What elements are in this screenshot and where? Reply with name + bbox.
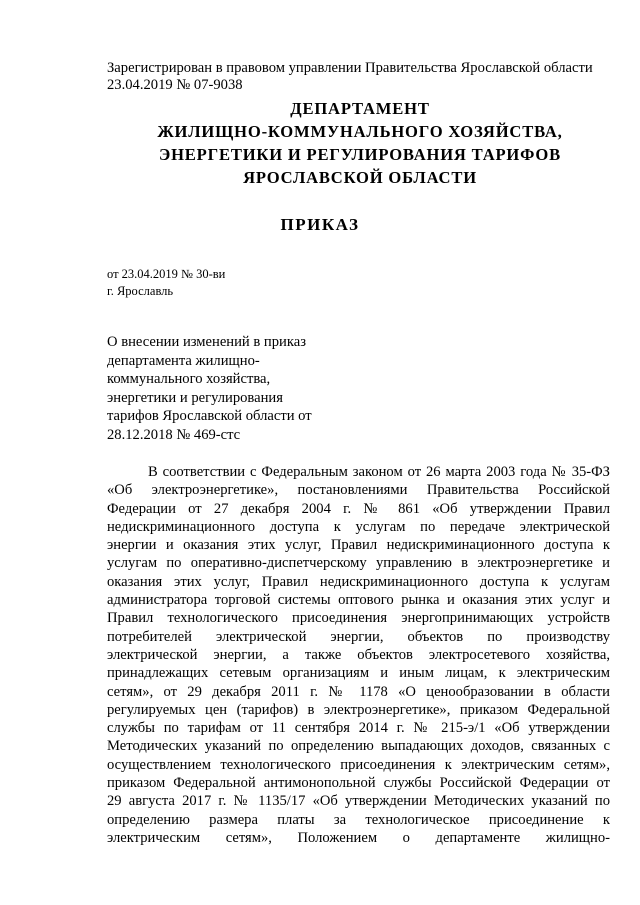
body-line: приказом Федеральной антимонопольной службы Российской Федерации от bbox=[107, 775, 610, 792]
body-line: В соответствии с Федеральным законом от 26 марта 2003 года № 35-ФЗ bbox=[148, 464, 610, 480]
body-line: Правил технологического присоединения энергопринимающих устройств bbox=[107, 610, 610, 627]
subject-line: коммунального хозяйства, bbox=[107, 371, 271, 387]
subject-line: энергетики и регулирования bbox=[107, 389, 283, 406]
body-line: Федерации от 27 декабря 2004 г. № 861 «Об утверждении Правил bbox=[107, 500, 610, 517]
body-line: сетям», от 29 декабря 2011 г. № 1178 «О ценообразовании в области bbox=[107, 683, 610, 700]
body-line: потребителей электрической энергии, объектов по производству bbox=[107, 628, 610, 645]
body-line: 29 августа 2017 г. № 1135/17 «Об утверждении Методических указаний по bbox=[107, 793, 610, 810]
department-line-2: ЖИЛИЩНО-КОММУНАЛЬНОГО ХОЗЯЙСТВА, bbox=[157, 122, 563, 141]
body-line: электрической энергии, а также объектов электросетевого хозяйства, bbox=[107, 646, 610, 663]
body-line: администратора торговой системы оптового рынка и оказания этих услуг и bbox=[107, 592, 610, 609]
body-line: электрическим сетям», Положением о департаменте жилищно- bbox=[107, 829, 610, 846]
body-line: службы по тарифам от 11 сентября 2014 г. № 215-э/1 «Об утверждении bbox=[107, 720, 610, 737]
department-line-4: ЯРОСЛАВСКОЙ ОБЛАСТИ bbox=[243, 168, 477, 187]
body-line: осуществлением технологического присоединения к электрическим сетям», bbox=[107, 756, 610, 773]
body-line: «Об электроэнергетике», постановлениями Правительства Российской bbox=[107, 482, 610, 499]
body-paragraph bbox=[107, 463, 610, 847]
registration-note bbox=[107, 60, 612, 94]
subject-line: О внесении изменений в приказ bbox=[107, 334, 306, 350]
body-line: недискриминационного доступа к услугам по передаче электрической bbox=[107, 518, 610, 535]
registration-line-2: 23.04.2019 № 07-9038 bbox=[107, 77, 243, 93]
body-line: определению размера платы за технологическое присоединение к bbox=[107, 811, 610, 828]
order-date-number: от 23.04.2019 № 30-ви bbox=[107, 267, 226, 281]
order-subject bbox=[107, 333, 357, 444]
body-line: оказания этих услуг, Правил недискриминационного доступа к услугам bbox=[107, 573, 610, 590]
body-line: регулируемых цен (тарифов) в электроэнергетике», приказом Федеральной bbox=[107, 701, 610, 718]
department-line-1: ДЕПАРТАМЕНТ bbox=[290, 99, 430, 118]
order-city: г. Ярославль bbox=[107, 284, 174, 298]
body-line: услугам по оперативно-диспетчерскому управлению в электроэнергетике и bbox=[107, 555, 610, 572]
order-title: ПРИКАЗ bbox=[280, 215, 360, 234]
subject-line: тарифов Ярославской области от bbox=[107, 408, 312, 424]
body-line: Методических указаний по определению выпадающих доходов, связанных с bbox=[107, 738, 610, 755]
department-line-3: ЭНЕРГЕТИКИ И РЕГУЛИРОВАНИЯ ТАРИФОВ bbox=[159, 145, 561, 164]
subject-line: 28.12.2018 № 469-стс bbox=[107, 426, 241, 443]
body-line: энергии и оказания этих услуг, Правил недискриминационного доступа к bbox=[107, 537, 610, 554]
subject-line: департамента жилищно- bbox=[107, 352, 260, 369]
registration-line-1: Зарегистрирован в правовом управлении Правительства Ярославской области bbox=[107, 60, 593, 76]
body-line: принадлежащих сетевым организациям и иным лицам, к электрическим bbox=[107, 665, 610, 682]
order-meta bbox=[107, 266, 225, 300]
department-header bbox=[90, 97, 630, 189]
